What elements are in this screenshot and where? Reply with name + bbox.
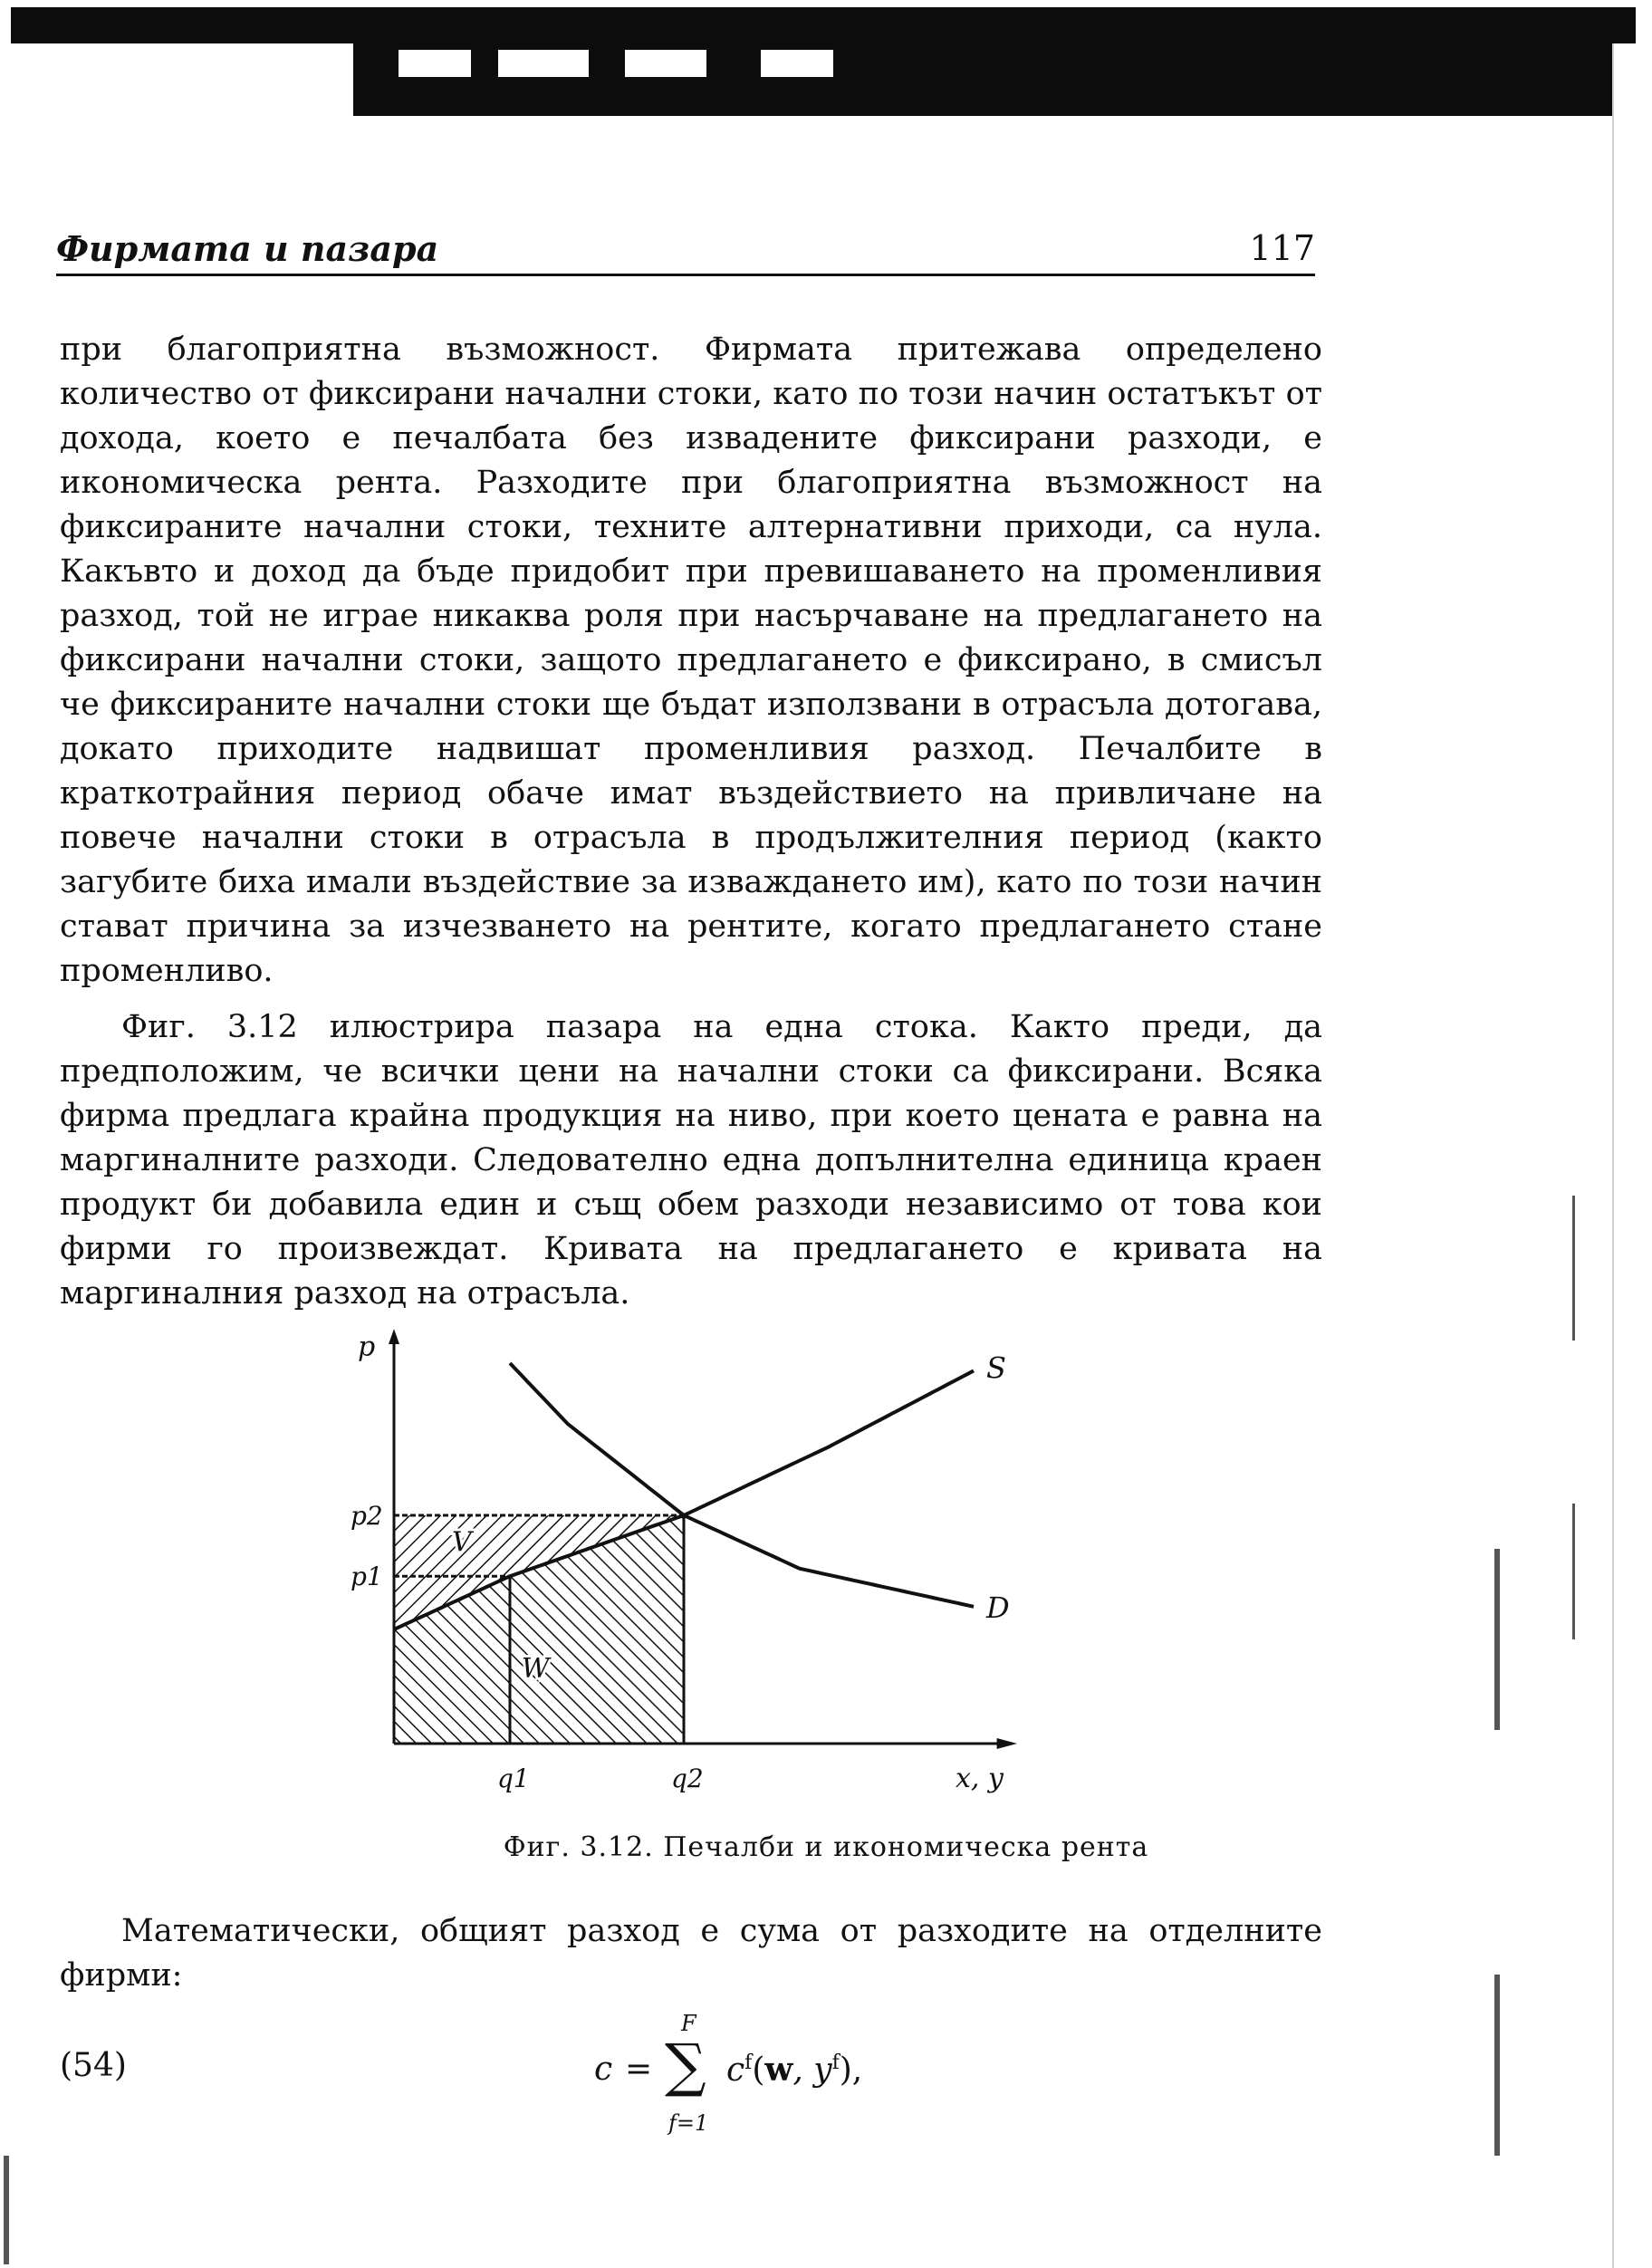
figure-caption: Фиг. 3.12. Печалби и икономическа рента <box>503 1831 1149 1863</box>
scan-mark <box>1572 1196 1575 1341</box>
sum-symbol: ∑ <box>665 2033 706 2100</box>
paragraph-1: при благоприятна възможност. Фирмата притежава определено количество от фиксирани начални стоки, като по този начин остатъкът от дохода, което е печалбата без изваденитe фиксирани разходи, е икономическа рента. Разходите при благоприятна възможност на фиксираните начални стоки, техните алтернативни приходи, са нула. Какъвто и доход да бъде придобит при превишаването на променливия разход, той не играе никаква роля при насърчаване на предлагането на фиксирани начални стоки, защото предлагането е фиксирано, в смисъл че фиксираните начални стоки ще бъдат използвани в отрасъла дотогава, докато приходите надвишат променливия разход. Печалбите в краткотрайния период обаче имат въздействието на привличане на повече начални стоки в отрасъла в продължителния период (както загубите биха имали въздействие за изваждането им), като по този начин стават причина за изчезването на рентите, когато предлагането стане променливо. <box>60 332 1322 989</box>
y-tick-p2: p2 <box>351 1501 383 1531</box>
term-c: c <box>726 2052 745 2089</box>
scan-right-edge <box>1612 43 1641 2268</box>
term-open: ( <box>752 2052 765 2089</box>
equation-lhs: c <box>594 2051 613 2088</box>
equation-equals: = <box>625 2051 653 2088</box>
term-w: w <box>764 2051 793 2089</box>
y-axis-arrow <box>389 1329 399 1344</box>
running-header <box>56 228 1315 276</box>
y-tick-p1: p1 <box>351 1562 383 1592</box>
region-label-v: V <box>452 1526 472 1559</box>
y-axis-label: p <box>358 1331 376 1363</box>
series-label-s: S <box>986 1350 1006 1386</box>
chapter-title: Фирмата и пазара <box>56 228 439 269</box>
scan-mark <box>4 2156 9 2264</box>
region-label-w: W <box>521 1652 550 1685</box>
scan-hole <box>498 50 589 77</box>
sum-upper-limit: F <box>681 2011 696 2036</box>
scan-right-band <box>888 7 1636 116</box>
x-tick-q1: q1 <box>497 1763 530 1793</box>
x-axis-arrow <box>997 1738 1017 1749</box>
term-close: ), <box>839 2052 863 2089</box>
term-y: , y <box>792 2052 832 2089</box>
sum-lower-limit: f=1 <box>668 2110 709 2136</box>
paragraph-3: Математически, общият разход е сума от разходите на отделните фирми: <box>60 1913 1322 1994</box>
equation-number: (54) <box>60 2047 127 2084</box>
x-axis-label: x, y <box>956 1763 1004 1794</box>
equation-54 <box>60 2011 1322 2147</box>
equation-body <box>594 2011 956 2147</box>
equation-term <box>726 2051 862 2089</box>
x-tick-q2: q2 <box>671 1763 704 1793</box>
figure-3-12 <box>344 1331 1051 1821</box>
scan-mark <box>1494 1975 1500 2156</box>
scan-mark <box>1572 1504 1575 1639</box>
scan-hole <box>399 50 471 77</box>
scan-hole <box>761 50 833 77</box>
scan-mark <box>1494 1549 1500 1730</box>
term-sup-f: f <box>744 2052 753 2074</box>
page-number: 117 <box>1249 228 1315 268</box>
series-label-d: D <box>986 1590 1010 1625</box>
scan-hole <box>625 50 706 77</box>
chart-svg <box>344 1331 1051 1821</box>
term-sup-f2: f <box>831 2052 840 2074</box>
paragraph-2: Фиг. 3.12 илюстрира пазара на една стока. Както преди, да предположим, че всички цени на начални стоки са фиксирани. Всяка фирма предлага крайна продукция на ниво, при което цената е равна на маргиналните разходи. Следователно една допълнителна единица краен продукт би добавила един и същ обем разходи независимо от това кои фирми го произвеждат. Кривата на предлагането е кривата на маргиналния разход на отрасъла. <box>60 1009 1322 1312</box>
